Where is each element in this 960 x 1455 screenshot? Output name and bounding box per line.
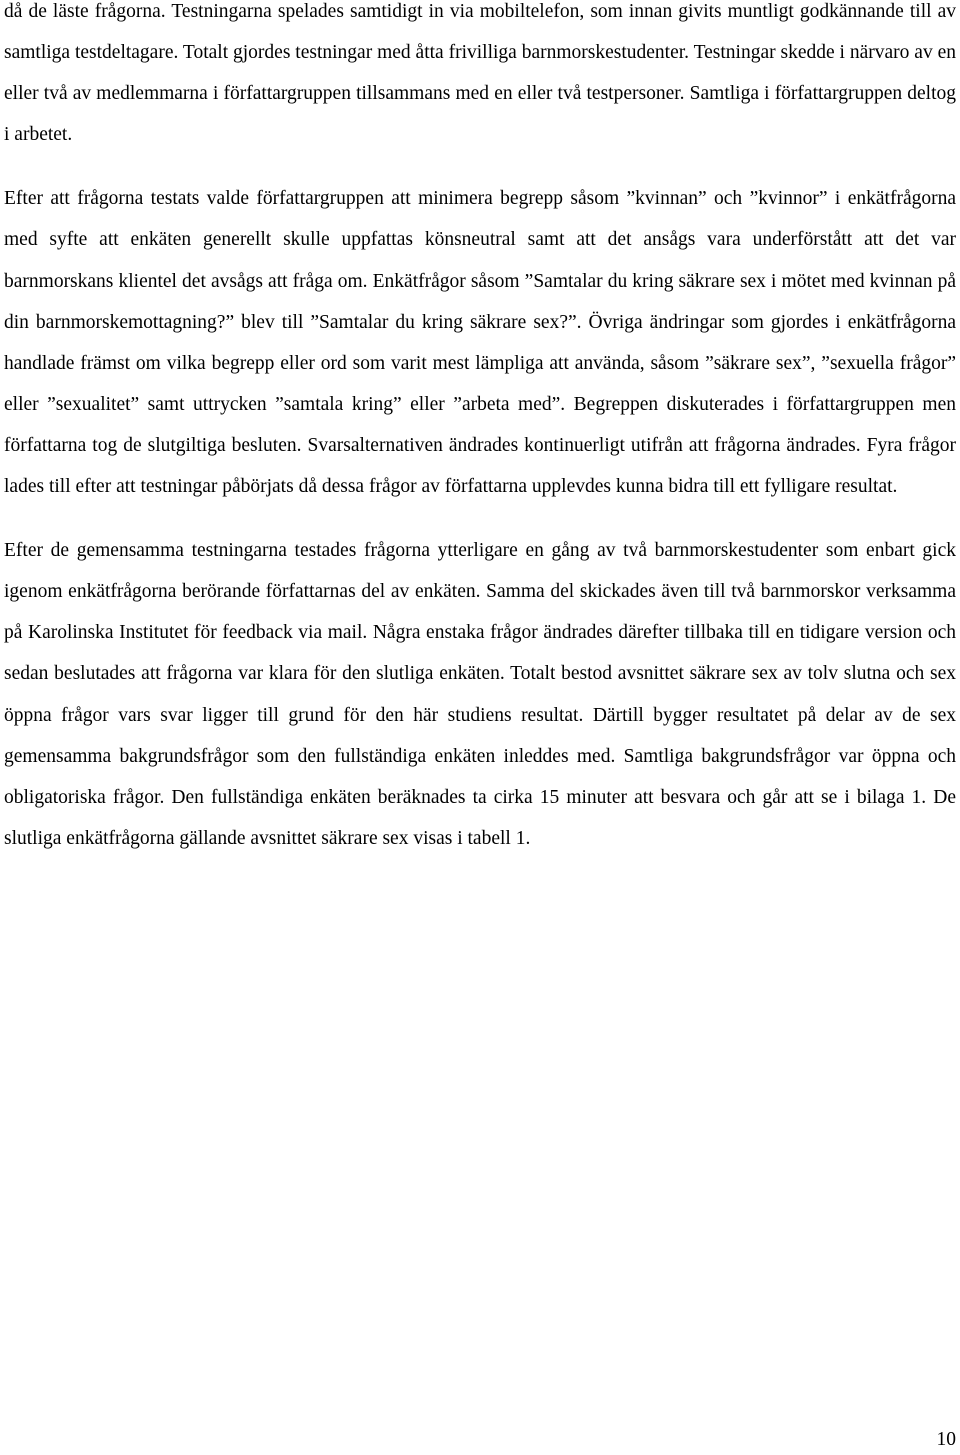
body-paragraph-question-revisions: Efter att frågorna testats valde författargruppen att minimera begrepp såsom ”kvinnan” och ”kvinnor” i enkätfrågorna med syfte att enkäten generellt skulle uppfattas könsneutral samt att det ansågs vara underförstått att det var barnmorskans klientel det avsågs att fråga om. Enkätfrågor såsom ”Samtalar du kring säkrare sex i mötet med kvinnan på din barnmorskemottagning?” blev till ”Samtalar du kring säkrare sex?”. Övriga ändringar som gjordes i enkätfrågorna handlade främst om vilka begrepp eller ord som varit mest lämpliga att använda, såsom ”säkrare sex”, ”sexuella frågor” eller ”sexualitet” samt uttrycken ”samtala kring” eller ”arbeta med”. Begreppen diskuterades i författargruppen men författarna tog de slutgiltiga besluten. Svarsalternativen ändrades kontinuerligt utifrån att frågorna ändrades. Fyra frågor lades till efter att testningar påbörjats då dessa frågor av författarna upplevdes kunna bidra till ett fylligare resultat. [4, 188, 956, 498]
document-page [4, 0, 956, 1455]
body-paragraph-final-survey: Efter de gemensamma testningarna testades frågorna ytterligare en gång av två barnmorskestudenter som enbart gick igenom enkätfrågorna berörande författarnas del av enkäten. Samma del skickades även till två barnmorskor verksamma på Karolinska Institutet för feedback via mail. Några enstaka frågor ändrades därefter tillbaka till en tidigare version och sedan beslutades att frågorna var klara för den slutliga enkäten. Totalt bestod avsnittet säkrare sex av tolv slutna och sex öppna frågor vars svar ligger till grund för den här studiens resultat. Därtill bygger resultatet på delar av de sex gemensamma bakgrundsfrågor som den fullständiga enkäten inleddes med. Samtliga bakgrundsfrågor var öppna och obligatoriska frågor. Den fullständiga enkäten beräknades ta cirka 15 minuter att besvara och går att se i bilaga 1. De slutliga enkätfrågorna gällande avsnittet säkrare sex visas i tabell 1. [4, 540, 956, 849]
page-number: 10 [936, 1429, 956, 1450]
body-paragraph-testing-procedure: då de läste frågorna. Testningarna spelades samtidigt in via mobiltelefon, som innan givits muntligt godkännande till av samtliga testdeltagare. Totalt gjordes testningar med åtta frivilliga barnmorskestudenter. Testningar skedde i närvaro av en eller två av medlemmarna i författargruppen tillsammans med en eller två testpersoner. Samtliga i författargruppen deltog i arbetet. [4, 1, 956, 146]
